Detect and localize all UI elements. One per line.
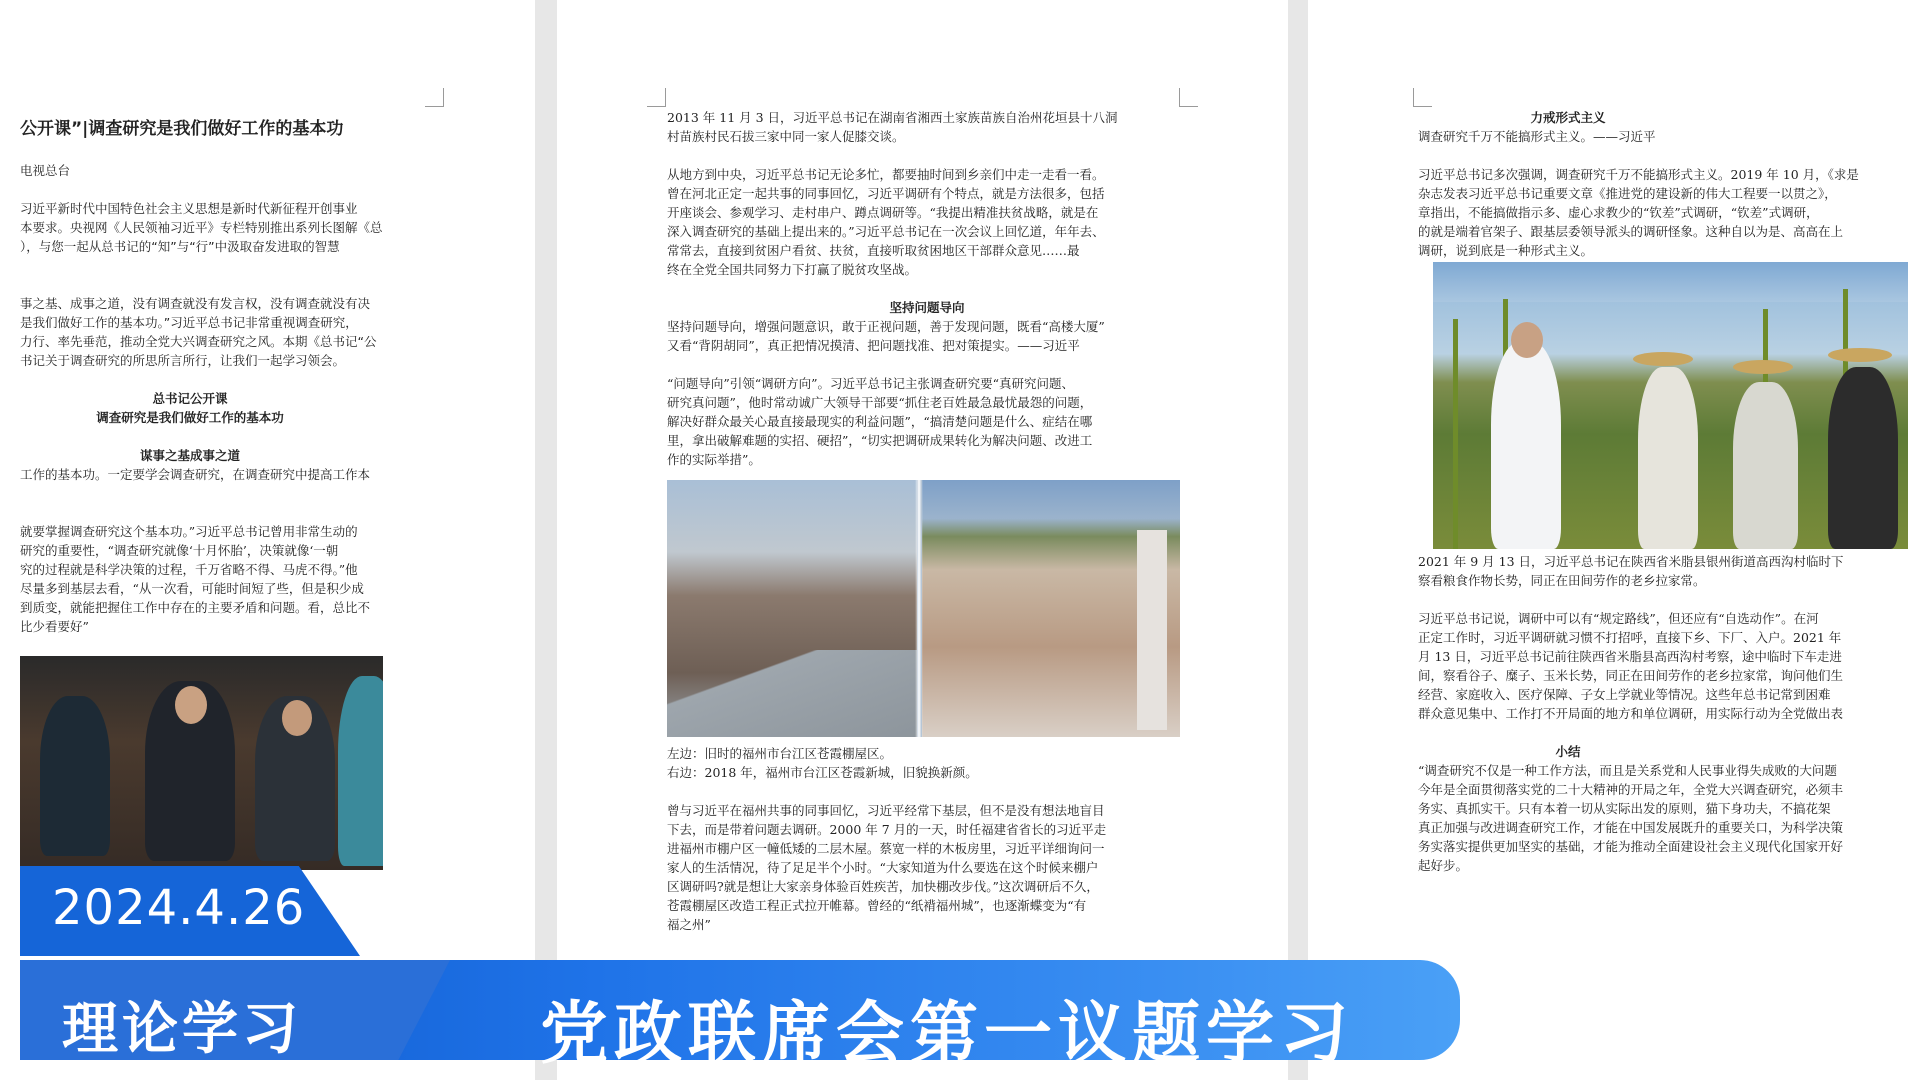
city-comparison-photo[interactable] — [667, 480, 1180, 737]
intro-line: 本要求。央视网《人民领袖习近平》专栏特别推出系列长图解《总 — [20, 220, 383, 235]
body-line: 从地方到中央，习近平总书记无论多忙，都要抽时间到乡亲们中走一走看一看。 — [667, 167, 1105, 182]
face-shape — [1511, 322, 1543, 358]
village-photo[interactable] — [20, 656, 383, 870]
body-line: “调查研究不仅是一种工作方法，而且是关系党和人民事业得失成败的大问题 — [1418, 763, 1837, 778]
tower-building — [1137, 530, 1167, 730]
road-shape — [667, 650, 917, 737]
article-heading: 公开课”|调查研究是我们做好工作的基本功 — [20, 119, 344, 139]
section-subheading: 调查研究是我们做好工作的基本功 — [96, 410, 284, 425]
page-gutter-right — [1288, 0, 1308, 1080]
body-line: 比少看要好” — [20, 619, 89, 634]
body-line: 今年是全面贯彻落实党的二十大精神的开局之年，全党大兴调查研究，必须丰 — [1418, 782, 1844, 797]
straw-hat — [1633, 352, 1693, 366]
margin-mark — [1413, 88, 1432, 107]
body-line: 又看“背阴胡同”，真正把情况摸清、把问题找准、把对策提实。——习近平 — [667, 338, 1080, 353]
body-line: 就要掌握调查研究这个基本功。”习近平总书记曾用非常生动的 — [20, 524, 358, 539]
body-line: 常常去，直接到贫困户看贫、扶贫，直接听取贫困地区干部群众意见……最 — [667, 243, 1080, 258]
body-line: 月 13 日，习近平总书记前往陕西省米脂县高西沟村考察，途中临时下车走进 — [1418, 649, 1842, 664]
body-line: 事之基、成事之道，没有调查就没有发言权，没有调查就没有决 — [20, 296, 371, 311]
body-line: 务实、真抓实干。只有本着一切从实际出发的原则，猫下身功夫，不搞花架 — [1418, 801, 1831, 816]
photo-caption: 察看粮食作物长势，同正在田间劳作的老乡拉家常。 — [1418, 573, 1706, 588]
body-line: 章指出，不能搞做指示多、虚心求教少的“钦差”式调研，“钦差”式调研， — [1418, 205, 1819, 220]
body-line: 尽量多到基层去看，“从一次看，可能时间短了些，但是积少成 — [20, 581, 364, 596]
document-page-right[interactable] — [1308, 0, 1920, 1080]
photo-caption: 左边：旧时的福州市台江区苍霞棚屋区。 — [667, 746, 893, 761]
photo-caption: 右边：2018 年，福州市台江区苍霞新城，旧貌换新颜。 — [667, 765, 978, 780]
divider-glow — [915, 480, 923, 737]
body-line: 书记关于调查研究的所思所言所行，让我们一起学习领会。 — [20, 353, 346, 368]
quote-line: 调查研究千万不能搞形式主义。——习近平 — [1418, 129, 1656, 144]
intro-line: ），与您一起从总书记的“知”与“行”中汲取奋发进取的智慧 — [20, 239, 340, 254]
straw-hat — [1733, 360, 1793, 374]
body-line: 家人的生活情况，待了足足半个小时。“大家知道为什么要选在这个时候来棚户 — [667, 860, 1099, 875]
source-line: 电视总台 — [20, 163, 71, 178]
section-subheading: 总书记公开课 — [152, 391, 228, 406]
section-subheading: 坚持问题导向 — [889, 300, 965, 315]
body-line: 研究的重要性，“调查研究就像‘十月怀胎’，决策就像‘一朝 — [20, 543, 339, 558]
body-line: 到质变，就能把握住工作中存在的主要矛盾和问题。看，总比不 — [20, 600, 371, 615]
body-line: 终在全党全国共同努力下打赢了脱贫攻坚战。 — [667, 262, 918, 277]
margin-mark — [647, 88, 666, 107]
body-line: 力行、率先垂范，推动全党大兴调查研究之风。本期《总书记“公 — [20, 334, 377, 349]
body-line: 务实落实提供更加坚实的基础，才能为推动全面建设社会主义现代化国家开好 — [1418, 839, 1844, 854]
body-line: 杂志发表习近平总书记重要文章《推进党的建设新的伟大工程要一以贯之》， — [1418, 186, 1837, 201]
section-subheading: 力戒形式主义 — [1530, 110, 1606, 125]
overlay-title: 党政联席会第一议题学习 — [540, 995, 1355, 1074]
body-line: 里，拿出破解难题的实招、硬招”，“切实把调研成果转化为解决问题、改进工 — [667, 433, 1093, 448]
document-page-middle[interactable] — [557, 0, 1288, 1080]
person-figure — [1733, 382, 1798, 549]
overlay-date: 2024.4.26 — [52, 880, 306, 936]
body-line: 进福州市棚户区一幢低矮的二层木屋。蔡宽一样的木板房里，习近平详细询问一 — [667, 841, 1105, 856]
body-line: 坚持问题导向，增强问题意识，敢于正视问题，善于发现问题，既看“高楼大厦” — [667, 319, 1105, 334]
left-page-text — [20, 116, 520, 636]
body-line: 究的过程就是科学决策的过程，千万省略不得、马虎不得。”他 — [20, 562, 358, 577]
body-line: 曾在河北正定一起共事的同事回忆，习近平调研有个特点，就是方法很多，包括 — [667, 186, 1105, 201]
body-line: 下去，而是带着问题去调研。2000 年 7 月的一天，时任福建省省长的习近平走 — [667, 822, 1107, 837]
body-line: 起好步。 — [1418, 858, 1469, 873]
overlay-topic: 理论学习 — [62, 997, 302, 1062]
person-figure — [1638, 367, 1698, 549]
body-line: 2013 年 11 月 3 日，习近平总书记在湖南省湘西土家族苗族自治州花垣县十八洞 — [667, 110, 1118, 125]
page-gutter-left — [535, 0, 557, 1080]
body-line: 习近平总书记多次强调，调查研究千万不能搞形式主义。2019 年 10 月，《求是 — [1418, 167, 1859, 182]
person-figure — [338, 676, 383, 866]
straw-hat — [1828, 348, 1892, 362]
intro-line: 习近平新时代中国特色社会主义思想是新时代新征程开创事业 — [20, 201, 358, 216]
sky-area — [1433, 262, 1908, 302]
right-page-text-top — [1418, 108, 1918, 260]
crop-stalk — [1453, 319, 1458, 549]
person-figure — [40, 696, 110, 856]
middle-page-text-top — [667, 108, 1187, 469]
section-subheading: 小结 — [1555, 744, 1581, 759]
body-line: 研究真问题”，他时常动诚广大领导干部要“抓住老百姓最急最忧最怨的问题， — [667, 395, 1093, 410]
person-figure — [1491, 342, 1561, 549]
body-line: 调研，说到底是一种形式主义。 — [1418, 243, 1594, 258]
photo-caption: 2021 年 9 月 13 日，习近平总书记在陕西省米脂县银州街道高西沟村临时下 — [1418, 554, 1844, 569]
body-line: 曾与习近平在福州共事的同事回忆，习近平经常下基层，但不是没有想法地盲目 — [667, 803, 1105, 818]
body-line: 开座谈会、参观学习、走村串户、蹲点调研等。“我提出精准扶贫战略，就是在 — [667, 205, 1099, 220]
middle-page-text-bottom — [667, 744, 1187, 934]
body-line: 的就是端着官架子、跟基层委领导派头的调研怪象。这种自以为是、高高在上 — [1418, 224, 1844, 239]
body-line: 群众意见集中、工作打不开局面的地方和单位调研，用实际行动为全党做出表 — [1418, 706, 1844, 721]
body-line: 真正加强与改进调查研究工作，才能在中国发展既升的重要关口，为科学决策 — [1418, 820, 1844, 835]
face-shape — [175, 686, 207, 724]
body-line: 深入调查研究的基础上提出来的。”习近平总书记在一次会议上回忆道，年年去、 — [667, 224, 1105, 239]
body-line: 村苗族村民石拔三家中同一家人促膝交谈。 — [667, 129, 905, 144]
section-subheading: 谋事之基成事之道 — [139, 448, 240, 463]
body-line: 工作的基本功。一定要学会调查研究，在调查研究中提高工作本 — [20, 467, 371, 482]
face-shape — [282, 700, 312, 736]
body-line: 解决好群众最关心最直接最现实的利益问题”，“搞清楚问题是什么、症结在哪 — [667, 414, 1093, 429]
margin-mark — [1179, 88, 1198, 107]
body-line: 正定工作时，习近平调研就习惯不打招呼，直接下乡、下厂、入户。2021 年 — [1418, 630, 1842, 645]
body-line: 间，察看谷子、糜子、玉米长势，同正在田间劳作的老乡拉家常，询问他们生 — [1418, 668, 1844, 683]
margin-mark — [425, 88, 444, 107]
body-line: 福之州” — [667, 917, 711, 932]
cornfield-photo[interactable] — [1433, 262, 1908, 549]
body-line: 是我们做好工作的基本功。”习近平总书记非常重视调查研究， — [20, 315, 358, 330]
person-figure — [1828, 367, 1898, 549]
body-line: 区调研吗?就是想让大家亲身体验百姓疾苦，加快棚改步伐。”这次调研后不久， — [667, 879, 1099, 894]
body-line: 经营、家庭收入、医疗保障、子女上学就业等情况。这些年总书记常到困难 — [1418, 687, 1831, 702]
body-line: 习近平总书记说，调研中可以有“规定路线”，但还应有“自选动作”。在河 — [1418, 611, 1819, 626]
body-line: “问题导向”引领“调研方向”。习近平总书记主张调查研究要“真研究问题、 — [667, 376, 1074, 391]
right-page-text-bottom — [1418, 552, 1918, 875]
body-line: 苍霞棚屋区改造工程正式拉开帷幕。曾经的“纸褙福州城”，也逐渐蝶变为“有 — [667, 898, 1087, 913]
body-line: 作的实际举措”。 — [667, 452, 761, 467]
